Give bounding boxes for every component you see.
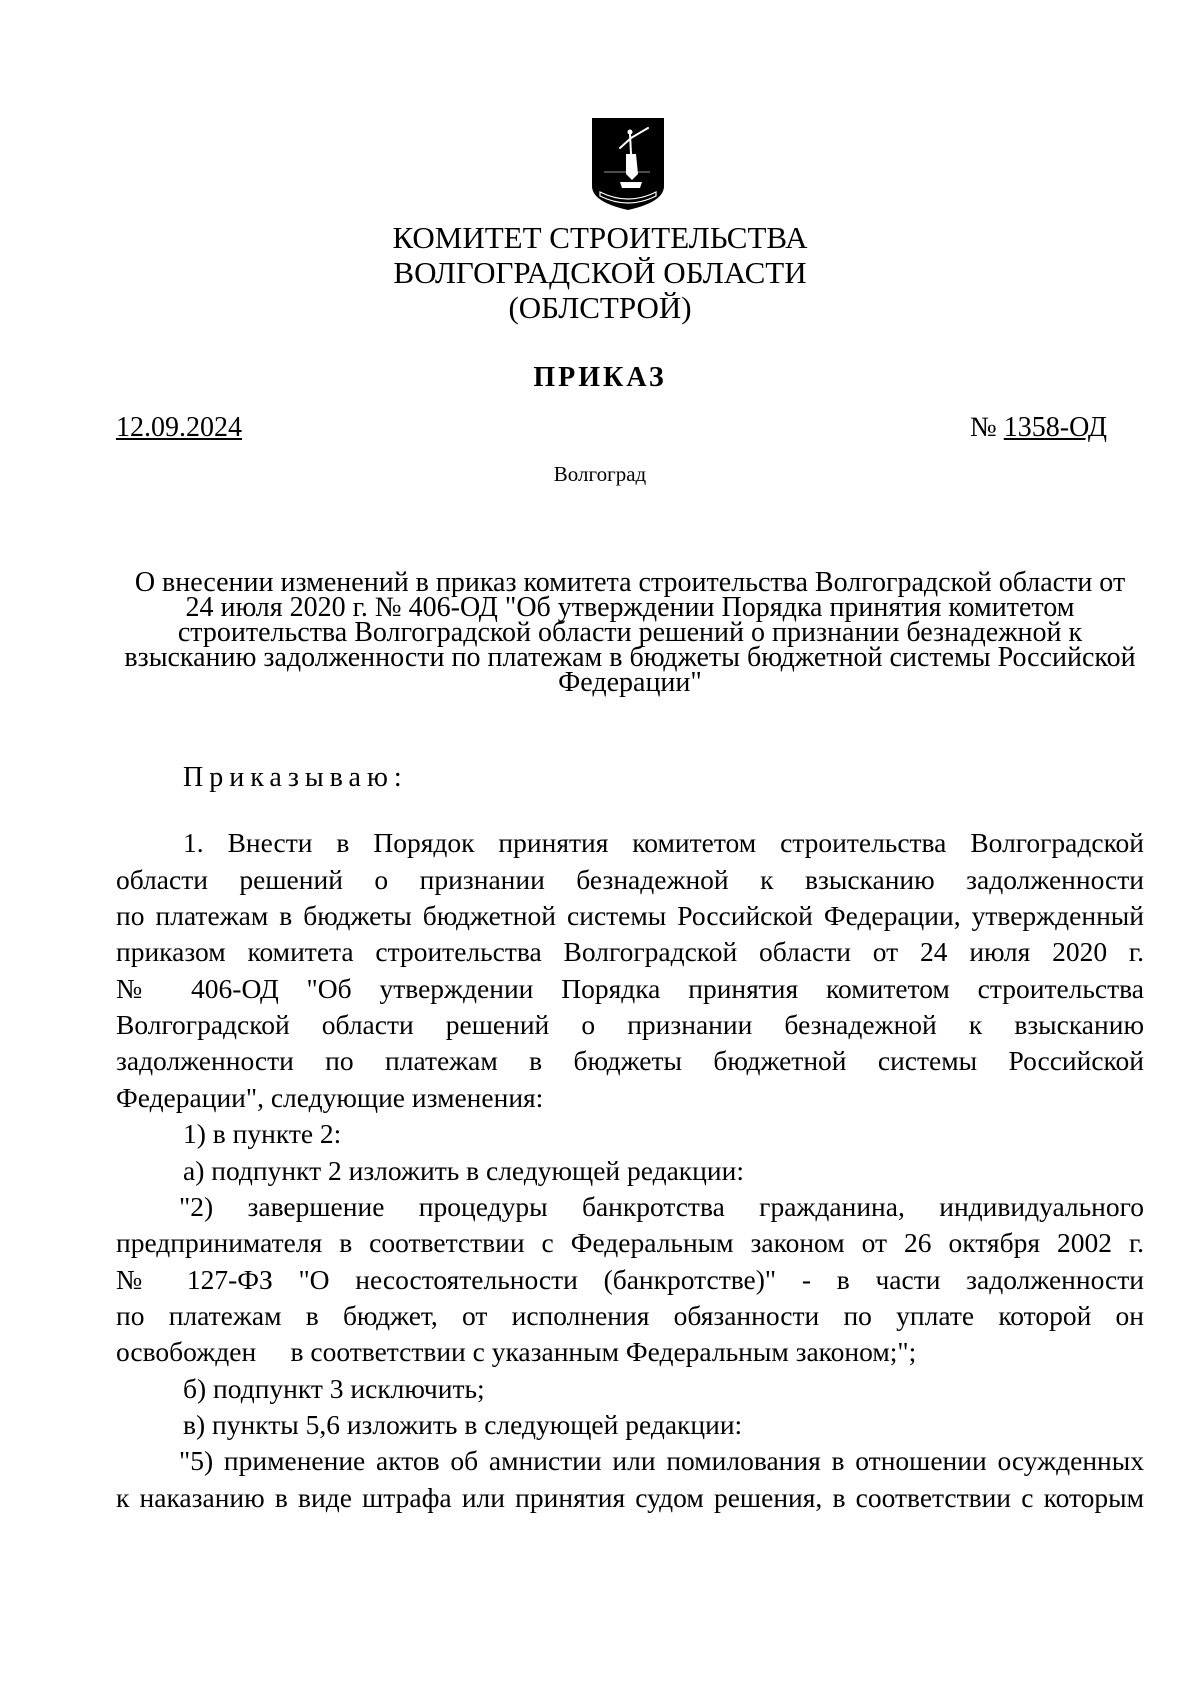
order-directive: Приказываю:: [183, 762, 408, 793]
body-line: "2) завершение процедуры банкротства гражданина, индивидуального: [179, 1191, 1144, 1222]
subject-line: О внесении изменений в приказ комитета строительства Волгоградской области от: [134, 567, 1126, 598]
body-line: приказом комитета строительства Волгоградской области от 24 июля 2020 г.: [116, 936, 1144, 967]
document-city: Волгоград: [553, 462, 647, 486]
subject-line: 24 июля 2020 г. № 406-ОД "Об утверждении Порядка принятия комитетом: [185, 592, 1075, 623]
body-line: "5) применение актов об амнистии или помилования в отношении осужденных: [179, 1445, 1144, 1476]
body-line: 1) в пункте 2:: [183, 1118, 342, 1149]
document-type-title: ПРИКАЗ: [533, 362, 667, 393]
body-line: к наказанию в виде штрафа или принятия судом решения, в соответствии с которым: [116, 1482, 1144, 1513]
body-line: а) подпункт 2 изложить в следующей редакции:: [183, 1155, 744, 1186]
org-name-line-3: (ОБЛСТРОЙ): [508, 290, 692, 325]
org-name-line-2: ВОЛГОГРАДСКОЙ ОБЛАСТИ: [393, 255, 807, 290]
body-line: по платежам в бюджеты бюджетной системы Российской Федерации, утвержденный: [116, 900, 1144, 931]
subject-line: взысканию задолженности по платежам в бюджеты бюджетной системы Российской: [124, 642, 1136, 673]
body-line: по платежам в бюджет, от исполнения обязанности по уплате которой он: [116, 1300, 1144, 1331]
body-line: № 127-ФЗ "О несостоятельности (банкротстве)" - в части задолженности: [116, 1264, 1144, 1295]
body-line: б) подпункт 3 исключить;: [183, 1373, 485, 1404]
body-line: области решений о признании безнадежной к взысканию задолженности: [116, 864, 1144, 895]
number-value: 1358-ОД: [1003, 412, 1107, 443]
org-name-line-1: КОМИТЕТ СТРОИТЕЛЬСТВА: [392, 220, 808, 255]
document-number: [970, 412, 1107, 444]
document-subject: [110, 567, 1150, 698]
body-line: предпринимателя в соответствии с Федеральным законом от 26 октября 2002 г.: [116, 1227, 1144, 1258]
body-line: освобожден в соответствии с указанным Федеральным законом;";: [116, 1336, 917, 1367]
body-line: задолженности по платежам в бюджеты бюджетной системы Российской: [116, 1045, 1144, 1076]
subject-line: строительства Волгоградской области решений о признании безнадежной к: [177, 617, 1083, 648]
number-prefix: №: [970, 412, 1004, 443]
document-date: 12.09.2024: [116, 412, 242, 443]
coat-of-arms-volgograd-icon: [590, 116, 666, 212]
subject-line: Федерации": [558, 667, 702, 698]
body-line: 1. Внести в Порядок принятия комитетом строительства Волгоградской: [183, 827, 1144, 858]
body-line: № 406-ОД "Об утверждении Порядка принятия комитетом строительства: [116, 973, 1144, 1004]
body-line: Федерации", следующие изменения:: [116, 1082, 544, 1113]
body-line: в) пункты 5,6 изложить в следующей редакции:: [183, 1409, 743, 1440]
body-line: Волгоградской области решений о признании безнадежной к взысканию: [116, 1009, 1144, 1040]
